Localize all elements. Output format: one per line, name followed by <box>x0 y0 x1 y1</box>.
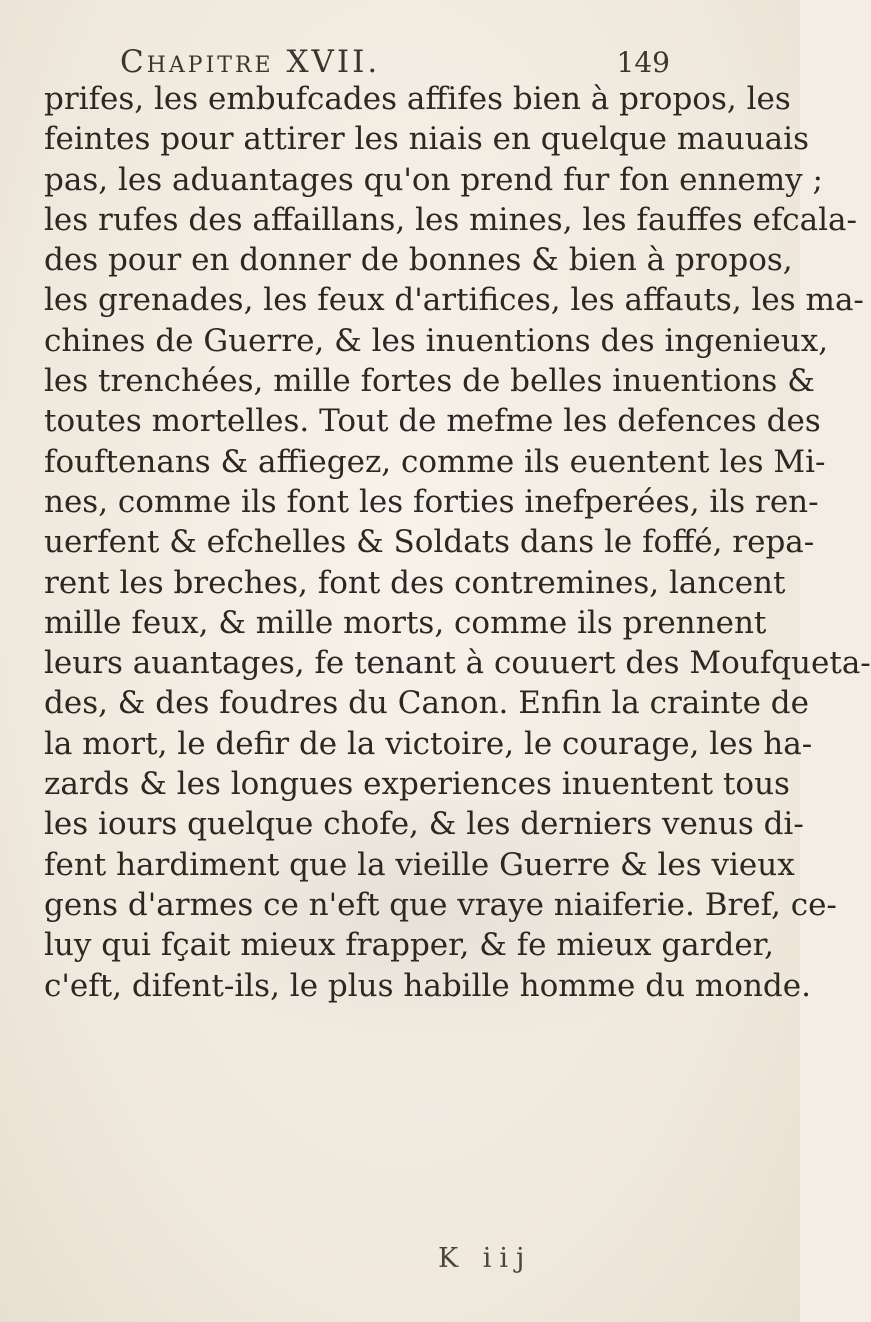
text-line: chines de Guerre, & les inuentions des ingenieux, <box>44 322 829 359</box>
page-header <box>120 40 670 80</box>
text-line: des, & des foudres du Canon. Enfin la crainte de <box>44 685 809 722</box>
text-line: les grenades, les feux d'artifices, les affauts, les ma- <box>44 282 864 319</box>
text-line: les trenchées, mille fortes de belles inuentions & <box>44 363 815 400</box>
body-text <box>44 79 871 1006</box>
text-line: zards & les longues experiences inuentent tous <box>44 766 790 803</box>
text-line: feintes pour attirer les niais en quelque mauuais <box>44 121 809 158</box>
text-line: c'eft, difent-ils, le plus habille homme du monde. <box>44 967 811 1004</box>
text-line: les rufes des affaillans, les mines, les fauffes efcala- <box>44 201 858 238</box>
text-line: fouftenans & affiegez, comme ils euentent les Mi- <box>44 443 826 480</box>
text-line: toutes mortelles. Tout de mefme les defences des <box>44 403 821 440</box>
text-line: rent les breches, font des contremines, lancent <box>44 564 786 601</box>
running-head: Chapitre XVII. <box>120 44 381 80</box>
signature-mark: K iij <box>438 1243 533 1274</box>
text-line: les iours quelque chofe, & les derniers venus di- <box>44 806 804 843</box>
text-line: mille feux, & mille morts, comme ils prennent <box>44 604 767 641</box>
text-line: nes, comme ils font les forties inefperées, ils ren- <box>44 483 819 520</box>
text-line: la mort, le defir de la victoire, le courage, les ha- <box>44 725 813 762</box>
text-line: leurs auantages, fe tenant à couuert des Moufqueta- <box>44 645 871 682</box>
text-line: luy qui fçait mieux frapper, & fe mieux garder, <box>44 927 774 964</box>
text-line: des pour en donner de bonnes & bien à propos, <box>44 242 793 279</box>
text-line: prifes, les embufcades affifes bien à propos, les <box>44 81 791 117</box>
text-line: uerfent & efchelles & Soldats dans le foffé, repa- <box>44 524 815 561</box>
text-line: gens d'armes ce n'eft que vraye niaiferie. Bref, ce- <box>44 886 837 923</box>
text-line: pas, les aduantages qu'on prend fur fon ennemy ; <box>44 161 823 198</box>
text-line: fent hardiment que la vieille Guerre & les vieux <box>44 846 795 883</box>
page-number: 149 <box>616 46 670 79</box>
